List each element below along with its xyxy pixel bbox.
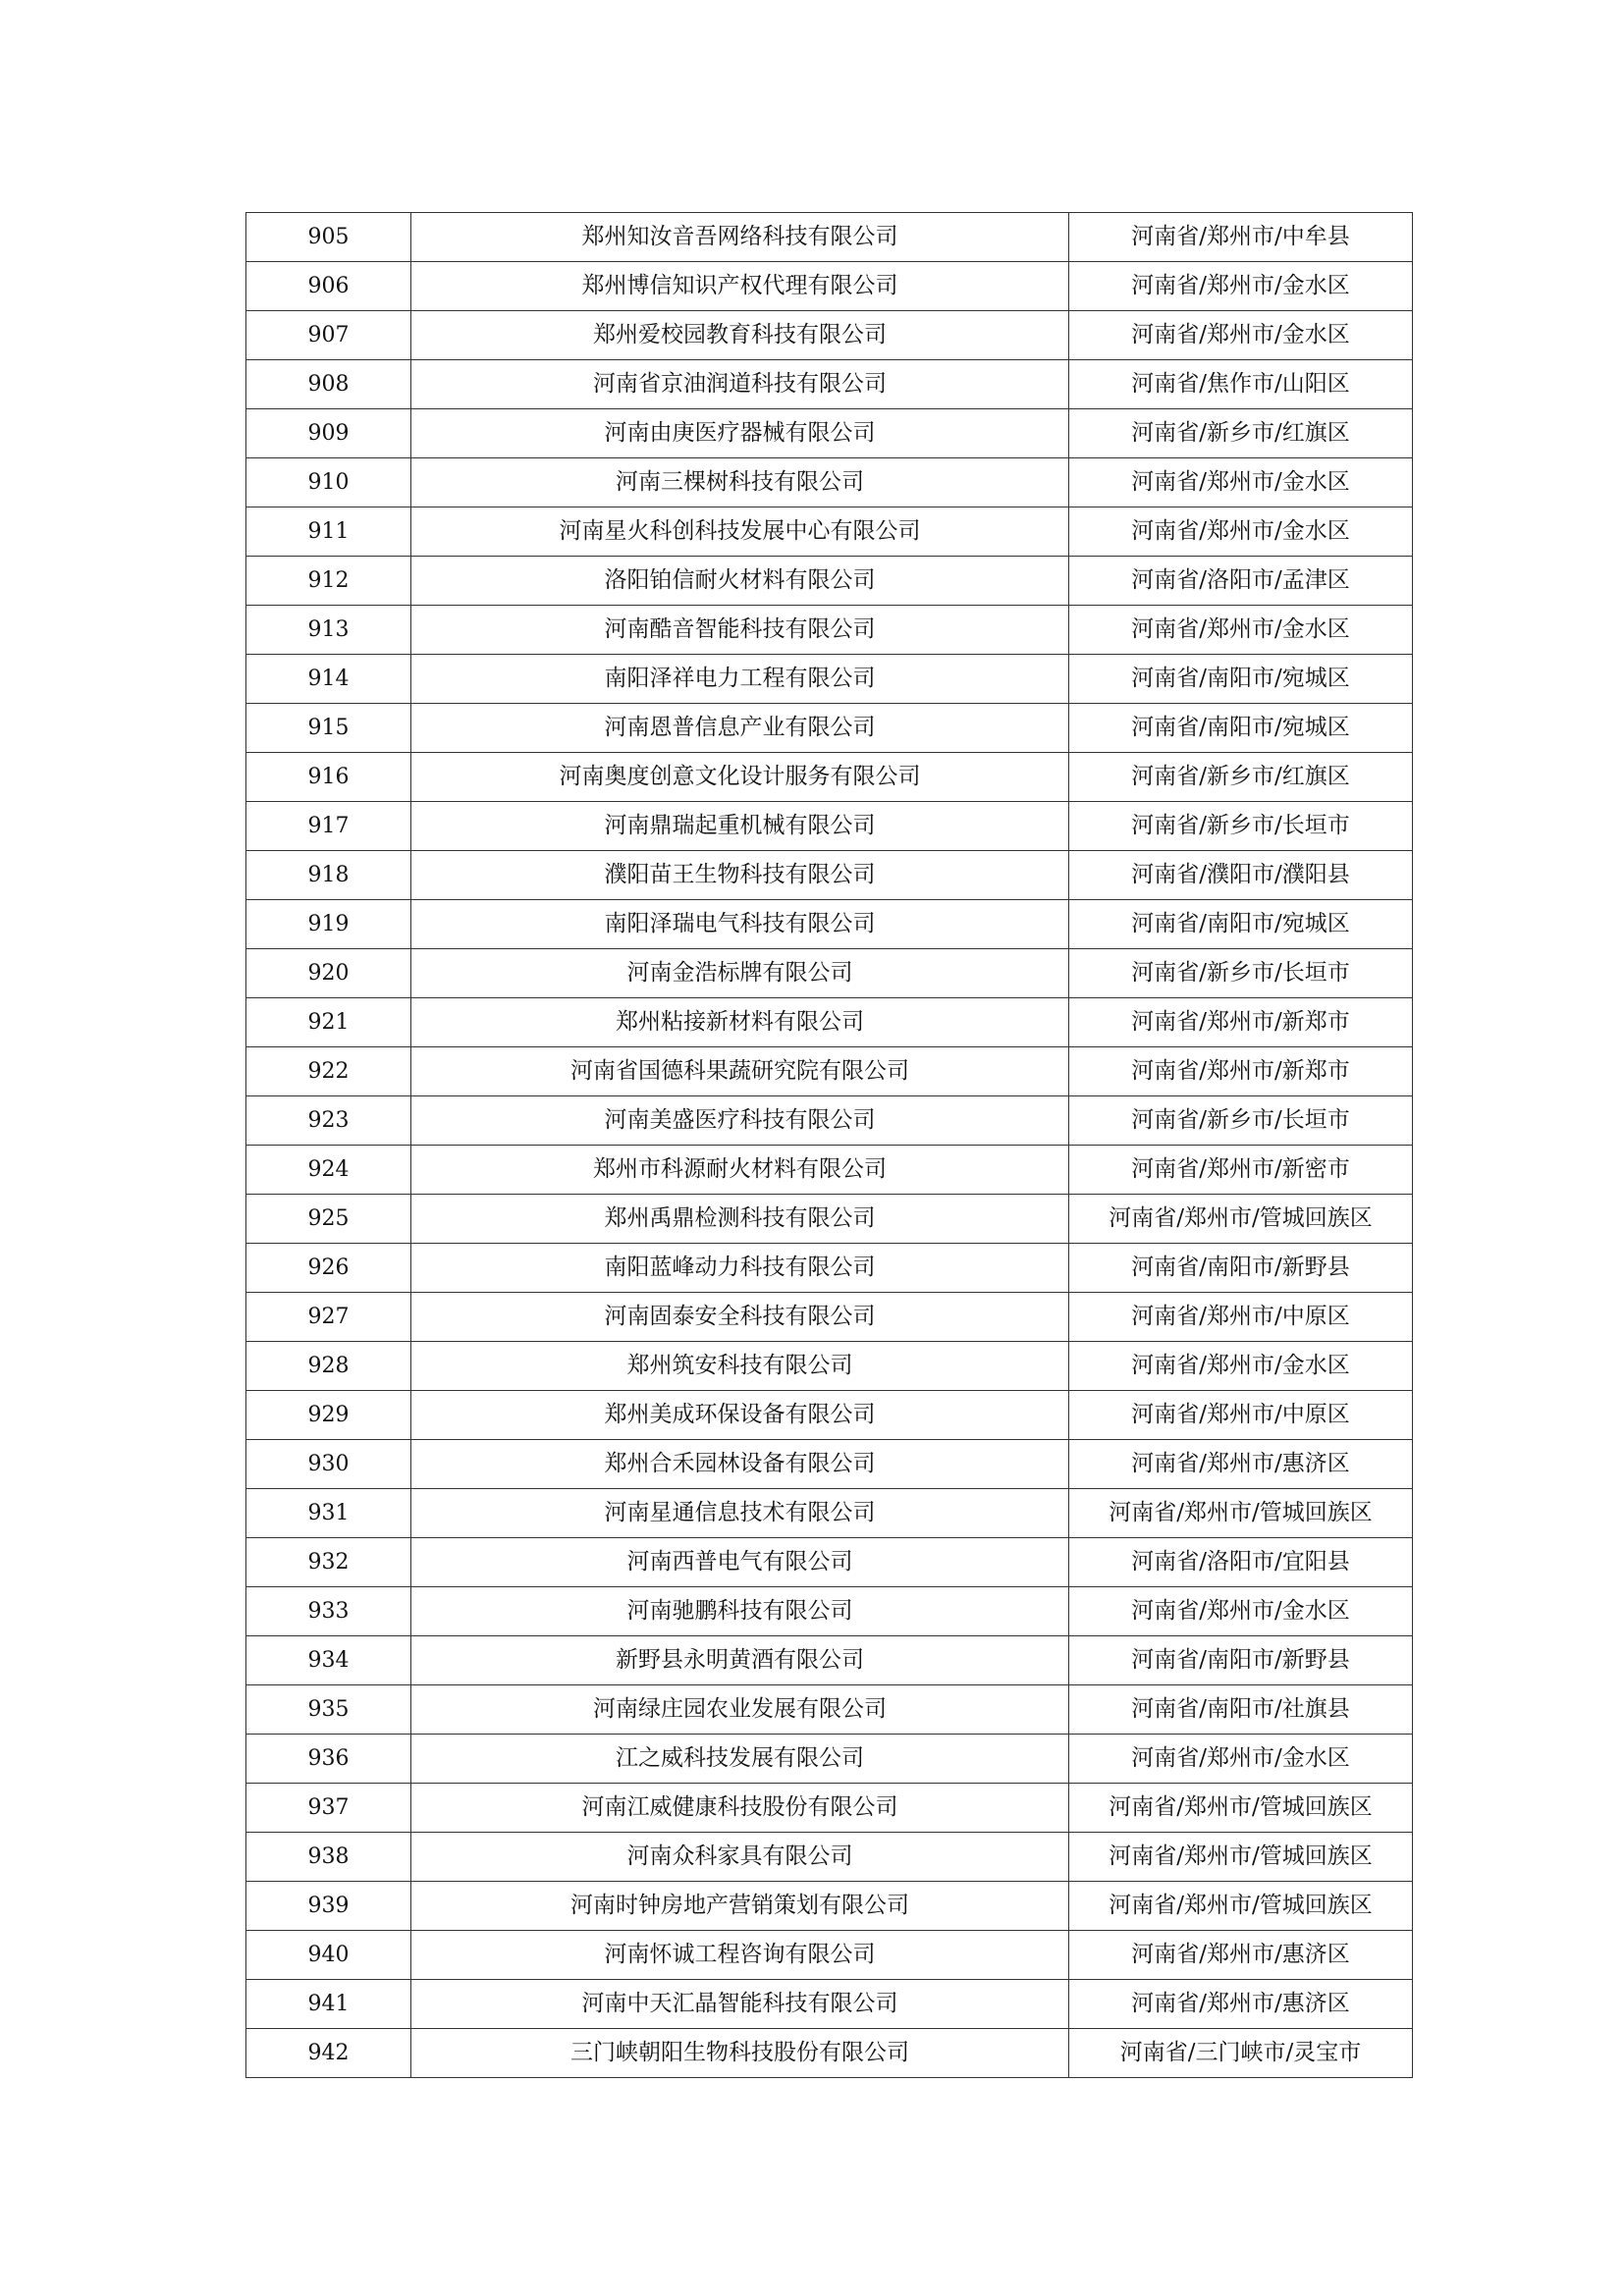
row-number-cell: 940 bbox=[246, 1931, 411, 1980]
location-cell: 河南省/郑州市/新郑市 bbox=[1069, 1047, 1413, 1096]
row-number-cell: 933 bbox=[246, 1587, 411, 1636]
table-row bbox=[246, 1047, 1413, 1096]
company-name-cell: 河南怀诚工程咨询有限公司 bbox=[411, 1931, 1069, 1980]
company-name-cell: 濮阳苗王生物科技有限公司 bbox=[411, 851, 1069, 900]
location-cell: 河南省/郑州市/管城回族区 bbox=[1069, 1195, 1413, 1244]
row-number-cell: 925 bbox=[246, 1195, 411, 1244]
row-number-cell: 926 bbox=[246, 1244, 411, 1293]
row-number-cell: 909 bbox=[246, 409, 411, 458]
company-list-table bbox=[245, 212, 1413, 2078]
location-cell: 河南省/郑州市/中原区 bbox=[1069, 1391, 1413, 1440]
row-number-cell: 919 bbox=[246, 900, 411, 949]
company-name-cell: 河南众科家具有限公司 bbox=[411, 1833, 1069, 1882]
row-number-cell: 922 bbox=[246, 1047, 411, 1096]
company-name-cell: 南阳蓝峰动力科技有限公司 bbox=[411, 1244, 1069, 1293]
row-number-cell: 915 bbox=[246, 704, 411, 753]
row-number-cell: 913 bbox=[246, 606, 411, 655]
row-number-cell: 927 bbox=[246, 1293, 411, 1342]
company-name-cell: 郑州市科源耐火材料有限公司 bbox=[411, 1146, 1069, 1195]
table-row bbox=[246, 802, 1413, 851]
location-cell: 河南省/南阳市/宛城区 bbox=[1069, 655, 1413, 704]
table-row bbox=[246, 1244, 1413, 1293]
row-number-cell: 937 bbox=[246, 1784, 411, 1833]
location-cell: 河南省/郑州市/金水区 bbox=[1069, 458, 1413, 507]
location-cell: 河南省/郑州市/惠济区 bbox=[1069, 1980, 1413, 2029]
row-number-cell: 939 bbox=[246, 1882, 411, 1931]
location-cell: 河南省/南阳市/新野县 bbox=[1069, 1636, 1413, 1685]
company-name-cell: 河南酷音智能科技有限公司 bbox=[411, 606, 1069, 655]
location-cell: 河南省/郑州市/金水区 bbox=[1069, 1342, 1413, 1391]
table-row bbox=[246, 1685, 1413, 1735]
row-number-cell: 923 bbox=[246, 1096, 411, 1146]
row-number-cell: 918 bbox=[246, 851, 411, 900]
company-name-cell: 河南江威健康科技股份有限公司 bbox=[411, 1784, 1069, 1833]
location-cell: 河南省/郑州市/惠济区 bbox=[1069, 1931, 1413, 1980]
table-row bbox=[246, 1931, 1413, 1980]
table-row bbox=[246, 851, 1413, 900]
company-name-cell: 郑州禹鼎检测科技有限公司 bbox=[411, 1195, 1069, 1244]
location-cell: 河南省/郑州市/金水区 bbox=[1069, 262, 1413, 311]
row-number-cell: 934 bbox=[246, 1636, 411, 1685]
location-cell: 河南省/郑州市/管城回族区 bbox=[1069, 1882, 1413, 1931]
location-cell: 河南省/郑州市/管城回族区 bbox=[1069, 1833, 1413, 1882]
row-number-cell: 942 bbox=[246, 2029, 411, 2078]
location-cell: 河南省/三门峡市/灵宝市 bbox=[1069, 2029, 1413, 2078]
location-cell: 河南省/郑州市/金水区 bbox=[1069, 1735, 1413, 1784]
location-cell: 河南省/郑州市/新郑市 bbox=[1069, 998, 1413, 1047]
table-row bbox=[246, 1391, 1413, 1440]
row-number-cell: 920 bbox=[246, 949, 411, 998]
table-row bbox=[246, 557, 1413, 606]
table-row bbox=[246, 1538, 1413, 1587]
company-name-cell: 河南驰鹏科技有限公司 bbox=[411, 1587, 1069, 1636]
row-number-cell: 921 bbox=[246, 998, 411, 1047]
location-cell: 河南省/南阳市/社旗县 bbox=[1069, 1685, 1413, 1735]
table-row bbox=[246, 949, 1413, 998]
row-number-cell: 929 bbox=[246, 1391, 411, 1440]
location-cell: 河南省/南阳市/宛城区 bbox=[1069, 704, 1413, 753]
location-cell: 河南省/郑州市/金水区 bbox=[1069, 1587, 1413, 1636]
location-cell: 河南省/洛阳市/宜阳县 bbox=[1069, 1538, 1413, 1587]
table-row bbox=[246, 1587, 1413, 1636]
table-body bbox=[246, 213, 1413, 2078]
row-number-cell: 931 bbox=[246, 1489, 411, 1538]
table-row bbox=[246, 1882, 1413, 1931]
location-cell: 河南省/郑州市/新密市 bbox=[1069, 1146, 1413, 1195]
row-number-cell: 932 bbox=[246, 1538, 411, 1587]
table-row bbox=[246, 311, 1413, 360]
row-number-cell: 936 bbox=[246, 1735, 411, 1784]
row-number-cell: 928 bbox=[246, 1342, 411, 1391]
location-cell: 河南省/郑州市/中牟县 bbox=[1069, 213, 1413, 262]
company-name-cell: 河南西普电气有限公司 bbox=[411, 1538, 1069, 1587]
table-row bbox=[246, 1489, 1413, 1538]
company-name-cell: 河南时钟房地产营销策划有限公司 bbox=[411, 1882, 1069, 1931]
table-row bbox=[246, 1735, 1413, 1784]
location-cell: 河南省/郑州市/金水区 bbox=[1069, 507, 1413, 557]
row-number-cell: 906 bbox=[246, 262, 411, 311]
row-number-cell: 941 bbox=[246, 1980, 411, 2029]
company-name-cell: 洛阳铂信耐火材料有限公司 bbox=[411, 557, 1069, 606]
company-name-cell: 河南省京油润道科技有限公司 bbox=[411, 360, 1069, 409]
table-row bbox=[246, 1784, 1413, 1833]
table-row bbox=[246, 753, 1413, 802]
row-number-cell: 935 bbox=[246, 1685, 411, 1735]
company-name-cell: 郑州粘接新材料有限公司 bbox=[411, 998, 1069, 1047]
table-row bbox=[246, 1440, 1413, 1489]
row-number-cell: 930 bbox=[246, 1440, 411, 1489]
table-row bbox=[246, 1636, 1413, 1685]
company-name-cell: 郑州美成环保设备有限公司 bbox=[411, 1391, 1069, 1440]
table-row bbox=[246, 262, 1413, 311]
location-cell: 河南省/郑州市/惠济区 bbox=[1069, 1440, 1413, 1489]
company-name-cell: 郑州知汝音吾网络科技有限公司 bbox=[411, 213, 1069, 262]
location-cell: 河南省/新乡市/长垣市 bbox=[1069, 802, 1413, 851]
company-name-cell: 河南恩普信息产业有限公司 bbox=[411, 704, 1069, 753]
company-name-cell: 河南星火科创科技发展中心有限公司 bbox=[411, 507, 1069, 557]
table-row bbox=[246, 360, 1413, 409]
company-name-cell: 河南鼎瑞起重机械有限公司 bbox=[411, 802, 1069, 851]
row-number-cell: 917 bbox=[246, 802, 411, 851]
company-name-cell: 河南绿庄园农业发展有限公司 bbox=[411, 1685, 1069, 1735]
location-cell: 河南省/郑州市/中原区 bbox=[1069, 1293, 1413, 1342]
company-name-cell: 郑州爱校园教育科技有限公司 bbox=[411, 311, 1069, 360]
row-number-cell: 908 bbox=[246, 360, 411, 409]
company-name-cell: 河南中天汇晶智能科技有限公司 bbox=[411, 1980, 1069, 2029]
row-number-cell: 914 bbox=[246, 655, 411, 704]
table-row bbox=[246, 213, 1413, 262]
location-cell: 河南省/郑州市/管城回族区 bbox=[1069, 1489, 1413, 1538]
table-row bbox=[246, 2029, 1413, 2078]
location-cell: 河南省/南阳市/新野县 bbox=[1069, 1244, 1413, 1293]
row-number-cell: 907 bbox=[246, 311, 411, 360]
location-cell: 河南省/新乡市/长垣市 bbox=[1069, 949, 1413, 998]
row-number-cell: 912 bbox=[246, 557, 411, 606]
table-row bbox=[246, 1980, 1413, 2029]
location-cell: 河南省/焦作市/山阳区 bbox=[1069, 360, 1413, 409]
company-name-cell: 河南固泰安全科技有限公司 bbox=[411, 1293, 1069, 1342]
table-row bbox=[246, 1833, 1413, 1882]
table-row bbox=[246, 606, 1413, 655]
location-cell: 河南省/新乡市/长垣市 bbox=[1069, 1096, 1413, 1146]
location-cell: 河南省/南阳市/宛城区 bbox=[1069, 900, 1413, 949]
table-row bbox=[246, 409, 1413, 458]
row-number-cell: 916 bbox=[246, 753, 411, 802]
table-row bbox=[246, 655, 1413, 704]
table-row bbox=[246, 704, 1413, 753]
location-cell: 河南省/洛阳市/孟津区 bbox=[1069, 557, 1413, 606]
company-name-cell: 河南奥度创意文化设计服务有限公司 bbox=[411, 753, 1069, 802]
row-number-cell: 924 bbox=[246, 1146, 411, 1195]
company-name-cell: 河南金浩标牌有限公司 bbox=[411, 949, 1069, 998]
row-number-cell: 938 bbox=[246, 1833, 411, 1882]
company-name-cell: 郑州博信知识产权代理有限公司 bbox=[411, 262, 1069, 311]
table-row bbox=[246, 900, 1413, 949]
location-cell: 河南省/新乡市/红旗区 bbox=[1069, 753, 1413, 802]
company-name-cell: 江之威科技发展有限公司 bbox=[411, 1735, 1069, 1784]
table-row bbox=[246, 1146, 1413, 1195]
company-name-cell: 河南省国德科果蔬研究院有限公司 bbox=[411, 1047, 1069, 1096]
location-cell: 河南省/郑州市/管城回族区 bbox=[1069, 1784, 1413, 1833]
company-name-cell: 郑州筑安科技有限公司 bbox=[411, 1342, 1069, 1391]
company-name-cell: 南阳泽祥电力工程有限公司 bbox=[411, 655, 1069, 704]
location-cell: 河南省/濮阳市/濮阳县 bbox=[1069, 851, 1413, 900]
company-name-cell: 河南美盛医疗科技有限公司 bbox=[411, 1096, 1069, 1146]
table-row bbox=[246, 1342, 1413, 1391]
company-name-cell: 河南三棵树科技有限公司 bbox=[411, 458, 1069, 507]
company-name-cell: 河南星通信息技术有限公司 bbox=[411, 1489, 1069, 1538]
company-name-cell: 郑州合禾园林设备有限公司 bbox=[411, 1440, 1069, 1489]
table-row bbox=[246, 1293, 1413, 1342]
row-number-cell: 911 bbox=[246, 507, 411, 557]
table-row bbox=[246, 1096, 1413, 1146]
table-row bbox=[246, 998, 1413, 1047]
row-number-cell: 905 bbox=[246, 213, 411, 262]
company-name-cell: 三门峡朝阳生物科技股份有限公司 bbox=[411, 2029, 1069, 2078]
table-row bbox=[246, 458, 1413, 507]
location-cell: 河南省/新乡市/红旗区 bbox=[1069, 409, 1413, 458]
location-cell: 河南省/郑州市/金水区 bbox=[1069, 606, 1413, 655]
table-row bbox=[246, 1195, 1413, 1244]
company-name-cell: 河南由庚医疗器械有限公司 bbox=[411, 409, 1069, 458]
row-number-cell: 910 bbox=[246, 458, 411, 507]
table-row bbox=[246, 507, 1413, 557]
company-name-cell: 新野县永明黄酒有限公司 bbox=[411, 1636, 1069, 1685]
company-name-cell: 南阳泽瑞电气科技有限公司 bbox=[411, 900, 1069, 949]
location-cell: 河南省/郑州市/金水区 bbox=[1069, 311, 1413, 360]
